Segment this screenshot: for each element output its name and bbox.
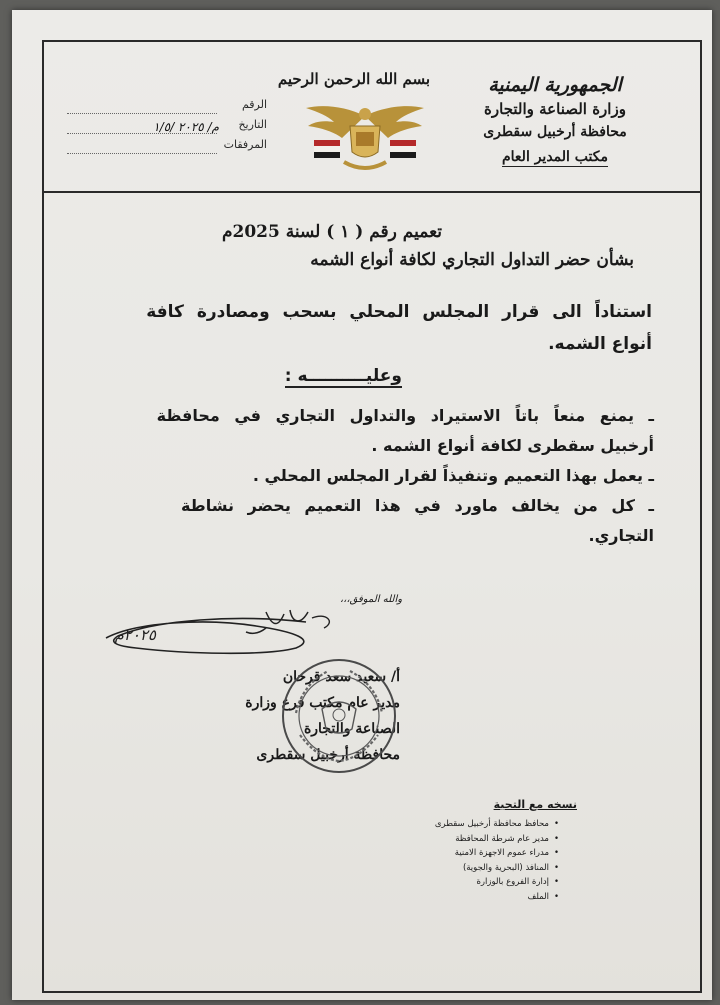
cc-item: • محافظ محافظة أرخبيل سقطرى (435, 817, 559, 832)
circular-subject: بشأن حضر التداول التجاري لكافة أنواع الشمه (310, 250, 634, 270)
meta-number-row (67, 98, 267, 118)
item-1-line-1: ـ يمنع منعاً باتاً الاستيراد والتداول التجاري في محافظة (156, 406, 654, 425)
page-border (42, 40, 702, 993)
item-3-line-1: ـ كل من يخالف ماورد في هذا التعميم يحضر نشاطة (180, 496, 654, 515)
item-3-line-2: التجاري. (588, 526, 654, 545)
preamble-line-2: أنواع الشمه. (548, 334, 652, 354)
document-page (12, 10, 712, 1000)
document-meta (67, 98, 267, 158)
signatory-title-3: محافظة أرخبيل سقطرى (256, 747, 400, 763)
cc-item: • مدير عام شرطة المحافظة (435, 832, 559, 847)
cc-item: • مدراء عموم الاجهزة الامنية (435, 846, 559, 861)
signatory-title-1: مدير عام مكتب فرع وزارة (245, 695, 400, 711)
meta-date-row (67, 118, 267, 138)
circular-title: تعميم رقم ( ١ ) لسنة 2025م (221, 222, 442, 242)
eagle-emblem-icon (300, 98, 430, 178)
date-label: التاريخ (238, 118, 267, 131)
cc-item: • المنافذ (البحرية والجوية) (435, 861, 559, 876)
closing-phrase: والله الموفق،،، (340, 594, 403, 605)
attachments-line (67, 153, 217, 154)
basmala: بسم الله الرحمن الرحيم (277, 70, 430, 88)
cc-item: • إدارة الفروع بالوزارة (435, 875, 559, 890)
issuer-country: الجمهورية اليمنية (488, 74, 622, 96)
item-2: ـ يعمل بهذا التعميم وتنفيذاً لقرار المجلس المحلي . (252, 466, 654, 485)
header-divider (44, 191, 700, 193)
signature-date: ٢٠٢٥م (114, 626, 156, 644)
issuer-office: مكتب المدير العام (501, 149, 608, 165)
meta-attachments-row (67, 138, 267, 158)
official-stamp (278, 655, 400, 777)
issuer-ministry: وزارة الصناعة والتجارة (484, 100, 626, 118)
cc-list (435, 817, 559, 904)
attachments-label: المرفقات (223, 138, 267, 151)
item-1-line-2: أرخبيل سقطرى لكافة أنواع الشمه . (371, 436, 654, 455)
therefore-heading: وعليــــــــــه : (284, 366, 402, 386)
date-value: م/ ٢٠٢٥ /١/٥ (153, 120, 219, 134)
date-line (67, 133, 217, 134)
signatory-title-2: الصناعة والتجارة (303, 721, 400, 737)
signatory-name: أ/ سعيد سعد قرحان (282, 669, 400, 685)
preamble-line-1: استناداً الى قرار المجلس المحلي بسحب ومصادرة كافة (146, 302, 652, 322)
number-label: الرقم (241, 98, 267, 111)
cc-item: • الملف (435, 890, 559, 905)
cc-block (434, 798, 577, 904)
cc-heading: نسخه مع التحية (493, 798, 577, 811)
issuer-governorate: محافظة أرخبيل سقطرى (483, 124, 627, 140)
number-line (67, 113, 217, 114)
issuer-block (450, 74, 660, 167)
